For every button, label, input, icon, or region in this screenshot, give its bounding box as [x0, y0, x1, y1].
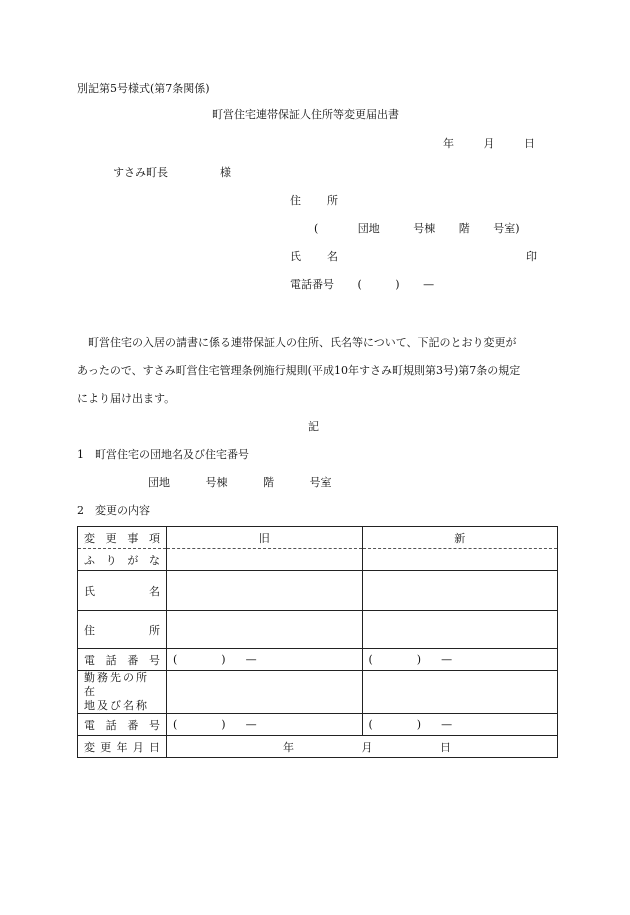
- section2-heading: 2 変更の内容: [77, 504, 150, 517]
- work-phone-row-label: 電 話 番 号: [78, 714, 167, 736]
- phone-label: 電話番号: [290, 278, 334, 291]
- address-new-cell[interactable]: [362, 611, 558, 649]
- furigana-old-cell[interactable]: [167, 549, 363, 571]
- furigana-label: ふ り が な: [78, 549, 167, 571]
- header-old-cell: 旧: [167, 527, 363, 549]
- change-date-row: [78, 736, 558, 758]
- day-label: 日: [524, 137, 535, 150]
- ki-heading: 記: [308, 420, 319, 433]
- phone-field: 電話番号 ( ) —: [290, 278, 435, 291]
- name-row: [78, 571, 558, 611]
- workplace-row-label: 勤務先の所在 地及び名称: [78, 671, 167, 714]
- document-title: 町営住宅連帯保証人住所等変更届出書: [212, 108, 399, 121]
- change-date-cell[interactable]: 年 月 日: [167, 736, 558, 758]
- phone-old-cell[interactable]: ( ) —: [167, 649, 363, 671]
- body-line-2: あったので、すさみ町営住宅管理条例施行規則(平成10年すさみ町規則第3号)第7条の規定: [77, 364, 521, 377]
- name-new-cell[interactable]: [362, 571, 558, 611]
- change-date-label: 変 更 年 月 日: [78, 736, 167, 758]
- phone-new-cell[interactable]: ( ) —: [362, 649, 558, 671]
- body-line-1: 町営住宅の入居の請書に係る連帯保証人の住所、氏名等について、下記のとおり変更が: [88, 336, 517, 349]
- addressee-name: すさみ町長: [113, 166, 168, 179]
- phone-row: [78, 649, 558, 671]
- month-label: 月: [483, 137, 495, 150]
- furigana-new-cell[interactable]: [362, 549, 558, 571]
- submission-date: [443, 137, 535, 151]
- address-old-cell[interactable]: [167, 611, 363, 649]
- form-number: 別記第5号様式(第7条関係): [77, 82, 210, 95]
- building-field: ( 団地 号棟 階 号室): [314, 222, 520, 235]
- name-row-label: 氏 名: [78, 571, 167, 611]
- section1-heading: 1 町営住宅の団地名及び住宅番号: [77, 448, 249, 461]
- year-label: 年: [443, 137, 454, 150]
- furigana-row: [78, 549, 558, 571]
- work-phone-new-cell[interactable]: ( ) —: [362, 714, 558, 736]
- work-phone-row: [78, 714, 558, 736]
- table-header-row: [78, 527, 558, 549]
- address-row-label: 住 所: [78, 611, 167, 649]
- phone-row-label: 電 話 番 号: [78, 649, 167, 671]
- seal-mark: 印: [526, 250, 537, 263]
- address-row: [78, 611, 558, 649]
- header-item-cell: 変 更 事 項: [78, 527, 167, 549]
- workplace-new-cell[interactable]: [362, 671, 558, 714]
- change-table: [77, 526, 558, 758]
- section1-parts: 団地 号棟 階 号室: [148, 476, 332, 489]
- address-label: 住 所: [290, 194, 338, 207]
- name-label: 氏 名: [290, 250, 338, 263]
- name-old-cell[interactable]: [167, 571, 363, 611]
- addressee-honorific: 様: [220, 166, 231, 179]
- work-phone-old-cell[interactable]: ( ) —: [167, 714, 363, 736]
- workplace-row: [78, 671, 558, 714]
- body-line-3: により届け出ます。: [77, 392, 176, 405]
- workplace-old-cell[interactable]: [167, 671, 363, 714]
- header-new-cell: 新: [362, 527, 558, 549]
